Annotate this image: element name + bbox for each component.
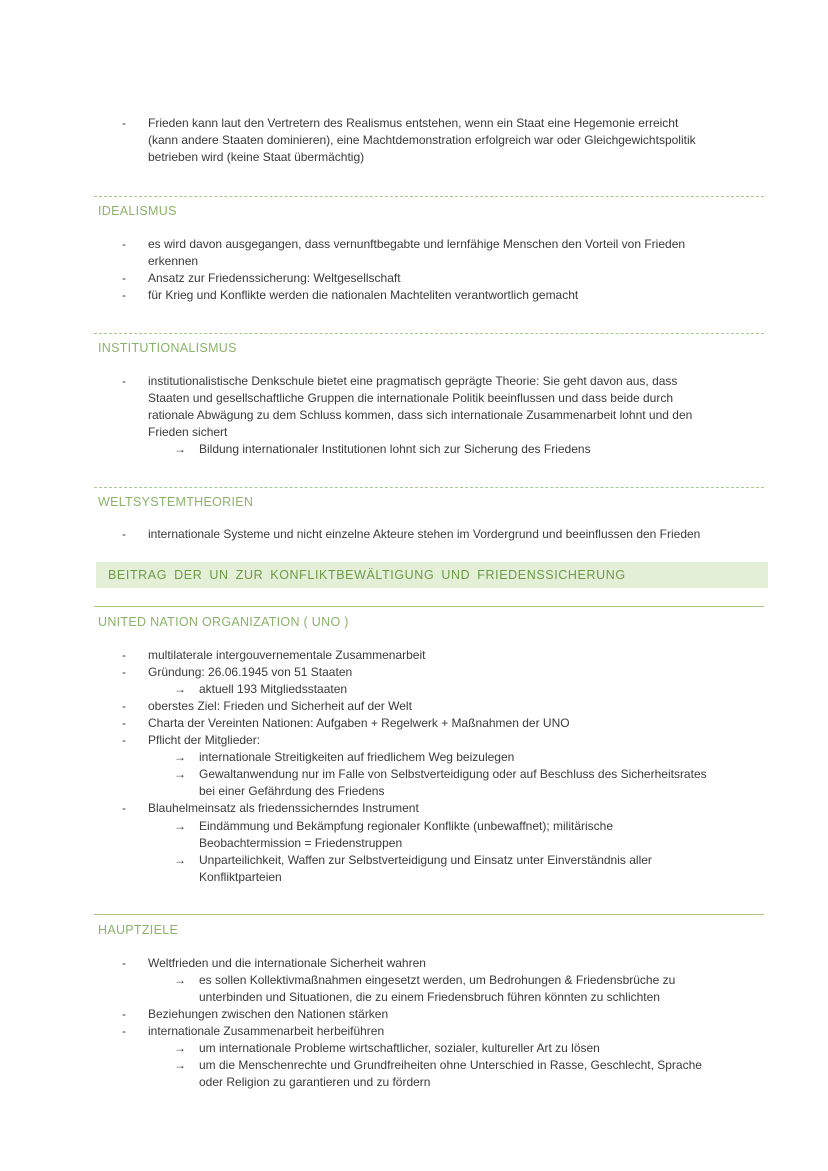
uno-line-2: Gründung: 26.06.1945 von 51 Staaten [148,665,353,679]
arrow-right-icon: → [174,682,186,696]
heading-hauptziele: HAUPTZIELE [98,923,179,937]
institutionalismus-sub: Bildung internationaler Institutionen lohnt sich zur Sicherung des Friedens [199,442,591,456]
idealismus-item-1a: es wird davon ausgegangen, dass vernunftbegabte und lernfähige Menschen den Vorteil von Frieden [148,237,686,251]
idealismus-item-2: Ansatz zur Friedenssicherung: Weltgesellschaft [148,271,401,285]
uno-line-6: Blauhelmeinsatz als friedenssicherndes Instrument [148,801,419,815]
bullet-dash: - [122,527,126,541]
bullet-dash: - [122,665,126,679]
bullet-dash: - [122,648,126,662]
uno-line-1: multilaterale intergouvernementale Zusammenarbeit [148,648,426,662]
section-divider [94,196,764,197]
intro-line-2: (kann andere Staaten dominieren), eine Machtdemonstration erfolgreich war oder Gleichgewichtspolitik [148,133,696,147]
institutionalismus-line-2: Staaten und gesellschaftliche Gruppen die internationale Politik beeinflussen und dass beide durch [148,391,674,405]
chapter-banner-title: BEITRAG DER UN ZUR KONFLIKTBEWÄLTIGUNG UND FRIEDENSSICHERUNG [108,568,626,582]
heading-uno: UNITED NATION ORGANIZATION ( UNO ) [98,615,349,629]
chapter-banner [96,562,768,588]
section-divider [94,333,764,334]
bullet-dash: - [122,288,126,302]
bullet-dash: - [122,237,126,251]
institutionalismus-line-1: institutionalistische Denkschule bietet eine pragmatisch geprägte Theorie: Sie geht davon aus, dass [148,374,678,388]
arrow-right-icon: → [174,819,186,833]
idealismus-item-1b: erkennen [148,254,199,268]
uno-line-5a: internationale Streitigkeiten auf friedlichem Weg beizulegen [199,750,515,764]
hauptziele-line-3a: um internationale Probleme wirtschaftlicher, sozialer, kultureller Art zu lösen [199,1041,600,1055]
uno-line-6a2: Beobachtermission = Friedenstruppen [199,836,403,850]
bullet-dash: - [122,374,126,388]
institutionalismus-line-3: rationale Abwägung zu dem Schluss kommen, dass sich internationale Zusammenarbeit lohnt und den [148,408,693,422]
arrow-right-icon: → [174,750,186,764]
section-divider [94,914,764,915]
bullet-dash: - [122,733,126,747]
heading-institutionalismus: INSTITUTIONALISMUS [98,341,237,355]
uno-line-5b2: bei einer Gefährdung des Friedens [199,784,385,798]
uno-line-4: Charta der Vereinten Nationen: Aufgaben + Regelwerk + Maßnahmen der UNO [148,716,570,730]
bullet-dash: - [122,716,126,730]
uno-line-5: Pflicht der Mitglieder: [148,733,261,747]
arrow-right-icon: → [174,767,186,781]
intro-line-1: Frieden kann laut den Vertretern des Realismus entstehen, wenn ein Staat eine Hegemonie erreicht [148,116,679,130]
hauptziele-line-2: Beziehungen zwischen den Nationen stärken [148,1007,389,1021]
heading-idealismus: IDEALISMUS [98,204,177,218]
weltsystem-line: internationale Systeme und nicht einzelne Akteure stehen im Vordergrund und beeinflussen den Frieden [148,527,701,541]
hauptziele-line-3b2: oder Religion zu garantieren und zu fördern [199,1075,431,1089]
uno-line-5b1: Gewaltanwendung nur im Falle von Selbstverteidigung oder auf Beschluss des Sicherheitsrates [199,767,707,781]
intro-line-3: betrieben wird (keine Staat übermächtig) [148,150,365,164]
uno-line-2a: aktuell 193 Mitgliedsstaaten [199,682,348,696]
uno-line-3: oberstes Ziel: Frieden und Sicherheit auf der Welt [148,699,412,713]
hauptziele-line-3b1: um die Menschenrechte und Grundfreiheiten ohne Unterschied in Rasse, Geschlecht, Sprache [199,1058,702,1072]
hauptziele-line-1a1: es sollen Kollektivmaßnahmen eingesetzt werden, um Bedrohungen & Friedensbrüche zu [199,973,676,987]
hauptziele-line-1: Weltfrieden und die internationale Sicherheit wahren [148,956,426,970]
idealismus-item-3: für Krieg und Konflikte werden die nationalen Machteliten verantwortlich gemacht [148,288,579,302]
arrow-right-icon: → [174,442,186,456]
bullet-dash: - [122,1024,126,1038]
bullet-dash: - [122,956,126,970]
uno-line-6b2: Konfliktparteien [199,870,282,884]
arrow-right-icon: → [174,1058,186,1072]
bullet-dash: - [122,271,126,285]
bullet-dash: - [122,699,126,713]
bullet-dash: - [122,116,126,130]
heading-weltsystemtheorien: WELTSYSTEMTHEORIEN [98,495,254,509]
uno-line-6a1: Eindämmung und Bekämpfung regionaler Konflikte (unbewaffnet); militärische [199,819,614,833]
arrow-right-icon: → [174,1041,186,1055]
uno-line-6b1: Unparteilichkeit, Waffen zur Selbstverteidigung und Einsatz unter Einverständnis aller [199,853,652,867]
hauptziele-line-3: internationale Zusammenarbeit herbeiführen [148,1024,385,1038]
section-divider [94,606,764,607]
section-divider [94,487,764,488]
hauptziele-line-1a2: unterbinden und Situationen, die zu einem Friedensbruch führen könnten zu schlichten [199,990,660,1004]
bullet-dash: - [122,801,126,815]
institutionalismus-line-4: Frieden sichert [148,425,228,439]
bullet-dash: - [122,1007,126,1021]
arrow-right-icon: → [174,973,186,987]
arrow-right-icon: → [174,853,186,867]
